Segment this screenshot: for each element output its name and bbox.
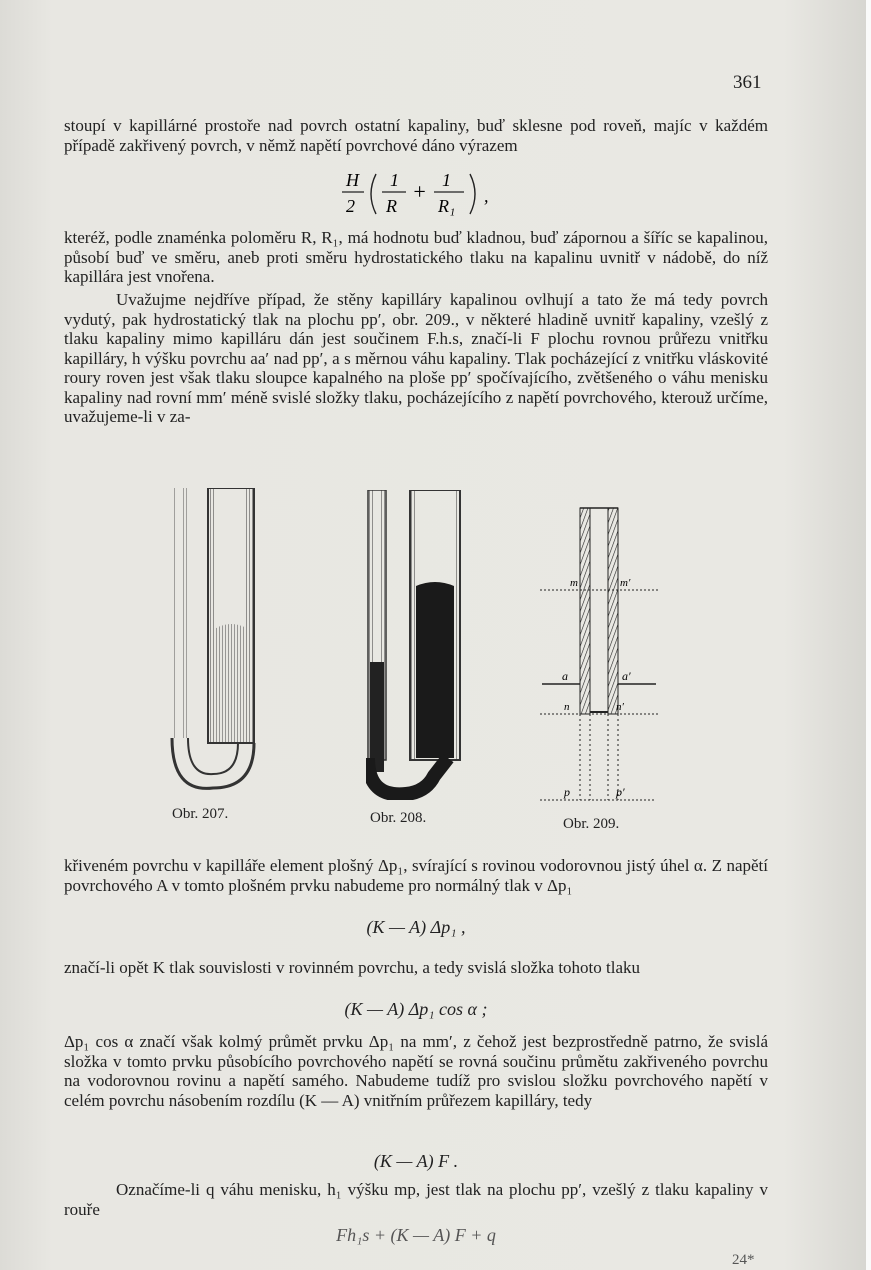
paragraph-2 — [64, 228, 768, 287]
caption-207: Obr. 207. — [172, 806, 229, 822]
caption-208: Obr. 208. — [370, 810, 427, 826]
formula-2 — [64, 918, 768, 938]
formula-one-b: 1 — [442, 170, 451, 190]
paragraph-6-text: Δp₁ cos α značí však kolmý průmět prvku Δp₁ na mm′, z čehož jest bezprostředně patrno, že svislá složka v tomto prvku působícího povrchového napětí se rovná součinu průmětu zakřiveného povrchu na vodorovnou rovinu a napětí samého. Nabudeme tudíž pro svislou složku povrchového napětí v celém povrchu násobením rozdílu (K — A) vnitřním průřezem kapilláry, tedy — [64, 1032, 768, 1110]
label-m: m — [570, 577, 578, 589]
page-number: 361 — [733, 72, 762, 93]
figure-207-drawing — [168, 488, 258, 798]
paragraph-3-text: Uvažujme nejdříve případ, že stěny kapilláry kapalinou ovlhují a tato že má tedy povrch vydutý, pak hydrostatický tlak na plochu pp′, obr. 209., v některé hladině uvnitř kapaliny, vzešlý z tlaku kapaliny mimo kapilláru dán jest součinem F.h.s, značí-li F plochu rovnou průřezu vnitřku kapilláry, h výšku povrchu aa′ nad pp′, a s měrnou váhu kapaliny. Tlak pocházející z vnitřku vláskovité roury roven jest však tlaku sloupce kapalného na ploše pp′ spočívajícího, zvětšeného o váhu menisku kapaliny nad rovní mm′ méně svislé složky tlaku, pocházejícího z napětí povrchového, kterouž určíme, uvažujeme-li v za- — [64, 290, 768, 426]
paragraph-4 — [64, 856, 768, 895]
label-a: a — [562, 669, 568, 683]
formula-comma: , — [484, 186, 489, 206]
formula-plus: + — [412, 179, 427, 204]
label-a-prime: a′ — [622, 669, 631, 683]
label-n: n — [564, 701, 570, 713]
figure-207 — [168, 488, 258, 803]
label-n-prime: n′ — [616, 701, 624, 713]
formula-one-a: 1 — [390, 170, 399, 190]
paragraph-5 — [64, 958, 768, 978]
figure-208-drawing — [366, 490, 466, 800]
label-m-prime: m′ — [620, 577, 631, 589]
formula-2-text: (K — A) Δp₁ , — [366, 917, 466, 937]
figure-208 — [366, 490, 466, 805]
formula-4-text: (K — A) F . — [373, 1151, 459, 1171]
right-paren — [470, 174, 475, 214]
caption-209: Obr. 209. — [563, 816, 620, 832]
formula-4 — [64, 1152, 768, 1172]
formula-3 — [64, 1000, 768, 1020]
paragraph-2-text: kteréž, podle znaménka poloměru R, R₁, má hodnotu buď kladnou, buď zápornou a šíříc se kapalinou, působí buď ve směru, aneb proti směru hydrostatického tlaku na kapalinu uvnitř v nádobě, do níž kapillára jest vnořena. — [64, 228, 768, 286]
formula-2: 2 — [346, 196, 355, 216]
left-paren — [371, 174, 376, 214]
formula-svg — [336, 168, 506, 220]
formula-5 — [64, 1226, 768, 1246]
paragraph-7 — [64, 1180, 768, 1219]
paragraph-6 — [64, 1032, 768, 1110]
formula-r1: R₁ — [438, 196, 456, 216]
figure-209-drawing — [538, 504, 660, 804]
page-edge — [866, 0, 871, 1270]
paragraph-1 — [64, 116, 768, 155]
paragraph-7-text: Označíme-li q váhu menisku, h₁ výšku mp, jest tlak na plochu pp′, vzešlý z tlaku kapaliny v rouře — [64, 1180, 768, 1219]
formula-5-text: Fh₁s + (K — A) F + q — [336, 1225, 496, 1245]
label-p: p — [564, 785, 570, 799]
formula-h: H — [346, 170, 359, 190]
label-p-prime: p′ — [616, 785, 625, 799]
formula-3-text: (K — A) Δp₁ cos α ; — [344, 999, 488, 1019]
formula-r: R — [386, 196, 397, 216]
paragraph-3 — [64, 290, 768, 427]
paragraph-5-text: značí-li opět K tlak souvislosti v rovinném povrchu, a tedy svislá složka tohoto tlaku — [64, 958, 641, 977]
figure-209 — [538, 504, 660, 809]
paragraph-4-text: křiveném povrchu v kapilláře element plošný Δp₁, svírající s rovinou vodorovnou jistý úhel α. Z napětí povrchového A v tomto plošném prvku nabudeme pro normálný tlak v Δp₁ — [64, 856, 768, 895]
page-footer-mark: 24* — [732, 1252, 755, 1268]
formula-surface-tension — [336, 168, 506, 225]
paragraph-1-text: stoupí v kapillárné prostoře nad povrch ostatní kapaliny, buď sklesne pod roveň, majíc v každém případě zakřivený povrch, v němž napětí povrchové dáno výrazem — [64, 116, 768, 155]
